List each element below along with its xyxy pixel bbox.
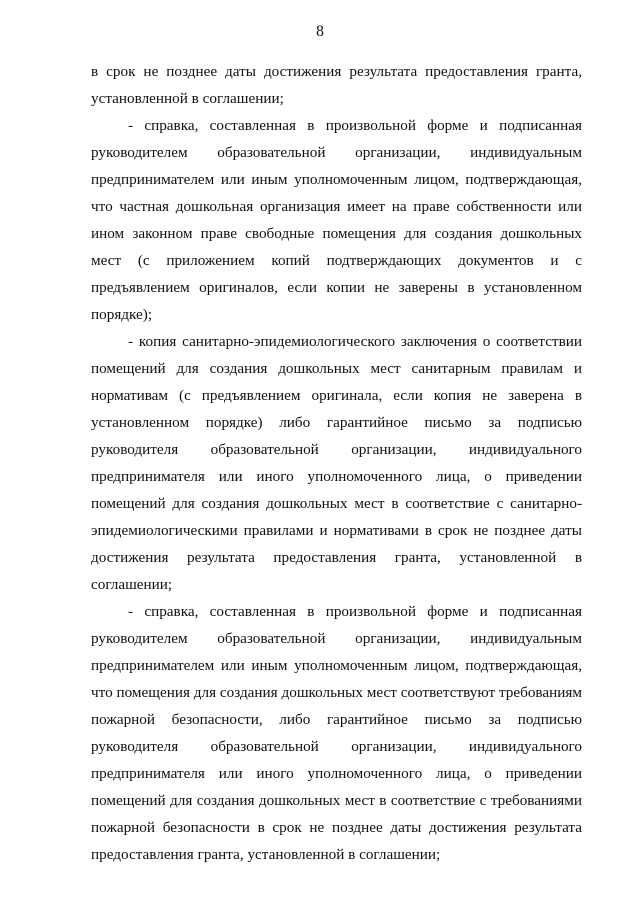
paragraph-premises-ownership-certificate: - справка, составленная в произвольной форме и подписанная руководителем образовательной организации, индивидуальным предпринимателем или иным уполномоченным лицом, подтверждающая, что частная дошкольная организация имеет на праве собственности или ином законном праве свободные помещения для создания дошкольных мест (с приложением копий подтверждающих документов и с предъявлением оригиналов, если копии не заверены в установленном порядке); [91,117,582,323]
paragraph-continuation: в срок не позднее даты достижения результата предоставления гранта, установленной в соглашении; [91,63,582,107]
page-number: 8 [316,23,324,40]
paragraph-fire-safety-certificate: - справка, составленная в произвольной форме и подписанная руководителем образовательной организации, индивидуальным предпринимателем или иным уполномоченным лицом, подтверждающая, что помещения для создания дошкольных мест соответствуют требованиям пожарной безопасности, либо гарантийное письмо за подписью руководителя образовательной организации, индивидуального предпринимателя или иного уполномоченного лица, о приведении помещений для создания дошкольных мест в соответствие с требованиями пожарной безопасности в срок не позднее даты достижения результата предоставления гранта, установленной в соглашении; [91,603,582,863]
document-body [91,58,582,868]
paragraph-sanitary-conclusion: - копия санитарно-эпидемиологического заключения о соответствии помещений для создания дошкольных мест санитарным правилам и нормативам (с предъявлением оригинала, если копия не заверена в установленном порядке) либо гарантийное письмо за подписью руководителя образовательной организации, индивидуального предпринимателя или иного уполномоченного лица, о приведении помещений для создания дошкольных мест в соответствие с санитарно-эпидемиологическими правилами и нормативами в срок не позднее даты достижения результата предоставления гранта, установленной в соглашении; [91,333,582,593]
